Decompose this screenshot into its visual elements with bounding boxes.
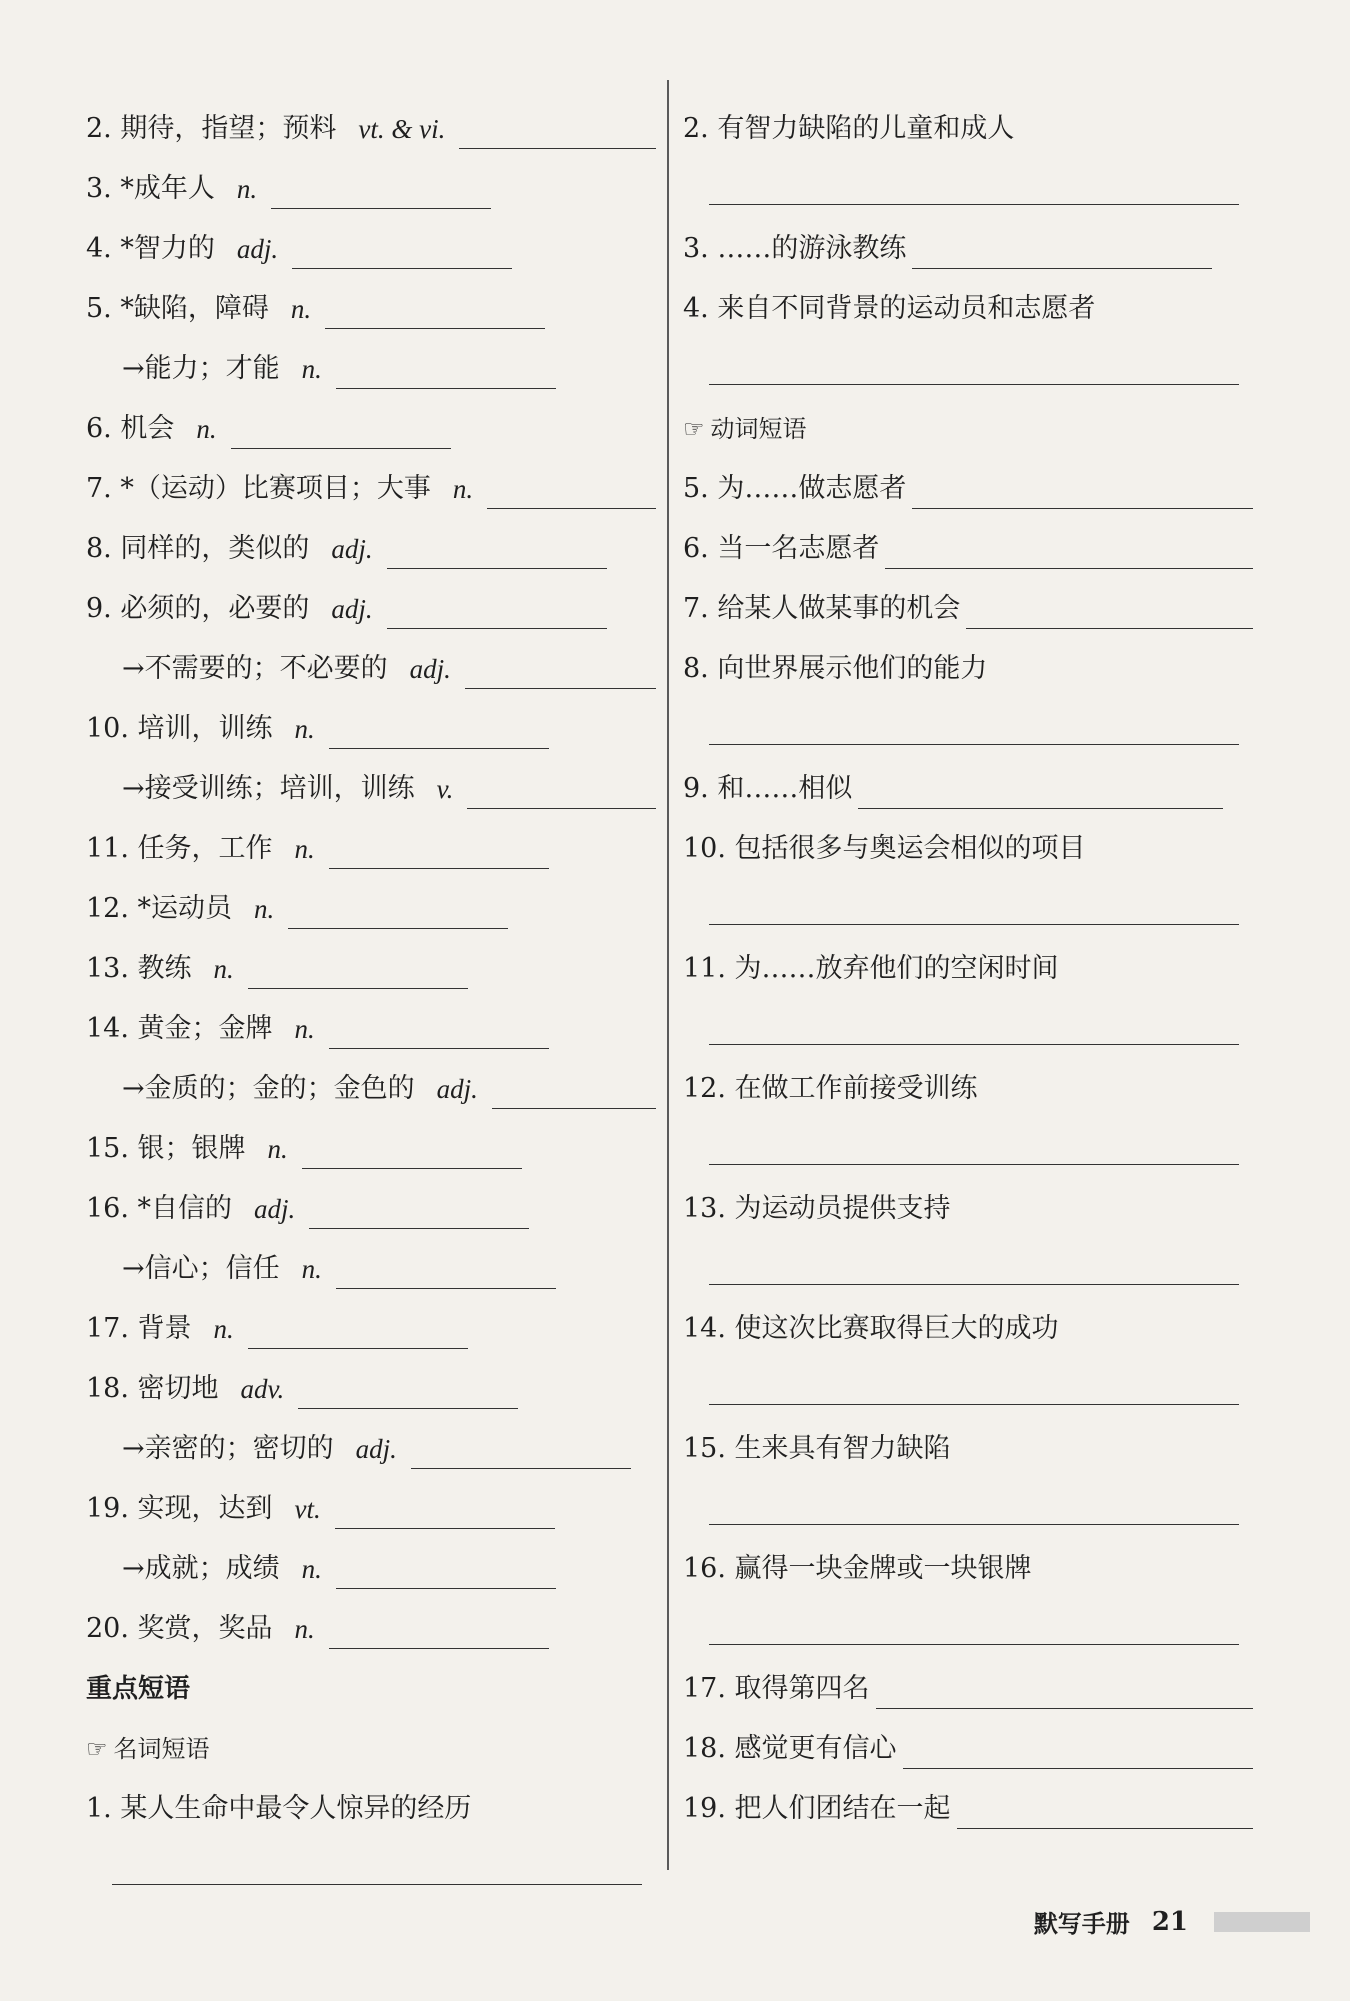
vocab-item	[86, 1475, 656, 1535]
phrase-item	[683, 755, 1253, 815]
answer-line	[683, 1595, 1253, 1655]
vocab-label: 10. 培训，训练	[86, 713, 273, 744]
subsection-title: 动词短语	[710, 415, 807, 443]
answer-line	[683, 1355, 1253, 1415]
phrase-label: 17. 取得第四名	[683, 1673, 870, 1704]
answer-blank[interactable]	[709, 1256, 1239, 1285]
vocab-label: 4. *智力的	[86, 233, 215, 264]
answer-blank[interactable]	[966, 600, 1253, 629]
vocab-item	[86, 995, 656, 1055]
answer-blank[interactable]	[492, 1080, 656, 1109]
phrase-label: 11. 为……放弃他们的空闲时间	[683, 953, 1059, 984]
answer-blank[interactable]	[298, 1380, 518, 1409]
part-of-speech: n.	[452, 474, 474, 504]
part-of-speech: adj.	[254, 1194, 296, 1224]
answer-blank[interactable]	[231, 420, 451, 449]
answer-blank[interactable]	[248, 960, 468, 989]
vocab-label: →不需要的；不必要的	[122, 653, 388, 684]
answer-line	[683, 335, 1253, 395]
phrase-label: 1. 某人生命中最令人惊异的经历	[86, 1793, 472, 1824]
phrase-item	[86, 1775, 656, 1835]
block-phrase-list	[683, 815, 1253, 1655]
vocab-label: →亲密的；密切的	[122, 1433, 334, 1464]
answer-blank[interactable]	[709, 1376, 1239, 1405]
answer-blank[interactable]	[329, 840, 549, 869]
vocab-label: 6. 机会	[86, 413, 175, 444]
phrase-label: 8. 向世界展示他们的能力	[683, 653, 988, 684]
phrase-label: 18. 感觉更有信心	[683, 1733, 897, 1764]
phrase-label: 3. ……的游泳教练	[683, 233, 907, 264]
answer-blank[interactable]	[302, 1140, 522, 1169]
answer-blank[interactable]	[112, 1856, 642, 1885]
vocab-label: →成就；成绩	[122, 1553, 280, 1584]
phrase-item	[683, 635, 1253, 695]
page-number: 21	[1151, 1906, 1188, 1937]
answer-blank[interactable]	[336, 360, 556, 389]
phrase-label: 16. 赢得一块金牌或一块银牌	[683, 1553, 1032, 1584]
answer-blank[interactable]	[335, 1500, 555, 1529]
answer-blank[interactable]	[709, 1016, 1239, 1045]
vocab-item	[86, 1595, 656, 1655]
answer-line	[86, 1835, 656, 1895]
vocab-label: →信心；信任	[122, 1253, 280, 1284]
answer-blank[interactable]	[387, 600, 607, 629]
phrase-item	[683, 1175, 1253, 1235]
part-of-speech: n.	[254, 894, 275, 924]
vocab-label: 16. *自信的	[86, 1193, 233, 1224]
phrase-item	[683, 1055, 1253, 1115]
answer-blank[interactable]	[885, 540, 1253, 569]
phrase-item	[683, 1415, 1253, 1475]
vocab-item	[86, 815, 656, 875]
vocab-item	[86, 875, 656, 935]
phrase-item	[683, 575, 1253, 635]
phrase-label: 14. 使这次比赛取得巨大的成功	[683, 1313, 1059, 1344]
vocab-item	[86, 155, 656, 215]
answer-blank[interactable]	[912, 480, 1253, 509]
part-of-speech: adj.	[236, 234, 279, 264]
vocab-item	[86, 1175, 656, 1235]
phrase-item	[683, 515, 1253, 575]
answer-blank[interactable]	[709, 1136, 1239, 1165]
answer-blank[interactable]	[487, 480, 656, 509]
phrase-item	[683, 935, 1253, 995]
vocabulary-list	[86, 95, 656, 1655]
phrase-label: 2. 有智力缺陷的儿童和成人	[683, 113, 1015, 144]
answer-blank[interactable]	[336, 1260, 556, 1289]
pointing-hand-icon: ☞	[683, 415, 705, 443]
part-of-speech: n.	[213, 1314, 234, 1344]
part-of-speech: adj.	[409, 654, 451, 684]
vocab-item	[86, 1535, 656, 1595]
answer-line	[683, 695, 1253, 755]
phrase-item	[683, 95, 1253, 155]
phrase-label: 4. 来自不同背景的运动员和志愿者	[683, 293, 1096, 324]
phrase-label: 12. 在做工作前接受训练	[683, 1073, 978, 1104]
vocab-item	[86, 635, 656, 695]
section-title: 重点短语	[86, 1674, 191, 1704]
phrase-item	[683, 1655, 1253, 1715]
answer-blank[interactable]	[709, 176, 1239, 205]
vocab-item	[86, 935, 656, 995]
vocab-item	[86, 515, 656, 575]
vocab-item	[86, 455, 656, 515]
phrase-label: 19. 把人们团结在一起	[683, 1793, 951, 1824]
left-column	[86, 95, 656, 1895]
vocab-item	[86, 1055, 656, 1115]
answer-blank[interactable]	[709, 1496, 1239, 1525]
noun-phrases-heading	[86, 1715, 656, 1775]
phrase-item	[683, 215, 1253, 275]
tail-phrase-list	[683, 1655, 1253, 1835]
inline-phrase-list	[683, 455, 1253, 635]
vocab-label: 9. 必须的，必要的	[86, 593, 310, 624]
answer-blank[interactable]	[903, 1740, 1253, 1769]
phrase-item	[683, 815, 1253, 875]
vocab-label: 17. 背景	[86, 1313, 192, 1344]
phrase-label: 6. 当一名志愿者	[683, 533, 880, 564]
page-footer	[1034, 1904, 1310, 1939]
book-title: 默写手册	[1033, 1910, 1130, 1938]
part-of-speech: n.	[301, 354, 322, 384]
pointing-hand-icon: ☞	[86, 1735, 108, 1763]
subsection-title: 名词短语	[113, 1735, 210, 1763]
vocab-item	[86, 1355, 656, 1415]
phrase-item	[683, 1295, 1253, 1355]
right-column	[683, 95, 1253, 1835]
vocab-label: 13. 教练	[86, 953, 192, 984]
vocab-label: 7. *（运动）比赛项目；大事	[86, 473, 431, 504]
answer-blank[interactable]	[465, 660, 656, 689]
answer-blank[interactable]	[709, 716, 1239, 745]
part-of-speech: vt. & vi.	[358, 114, 446, 144]
vocab-item	[86, 1235, 656, 1295]
phrase-item	[683, 1535, 1253, 1595]
part-of-speech: n.	[294, 834, 315, 864]
answer-blank[interactable]	[459, 120, 656, 149]
vocab-item	[86, 1115, 656, 1175]
answer-line	[683, 1115, 1253, 1175]
answer-blank[interactable]	[387, 540, 607, 569]
phrase-item	[683, 455, 1253, 515]
part-of-speech: adj.	[331, 594, 373, 624]
part-of-speech: n.	[213, 954, 234, 984]
vocab-item	[86, 1295, 656, 1355]
phrase-item	[683, 1715, 1253, 1775]
answer-blank[interactable]	[709, 896, 1239, 925]
answer-blank[interactable]	[288, 900, 508, 929]
vocab-label: 5. *缺陷，障碍	[86, 293, 269, 324]
part-of-speech: n.	[290, 294, 312, 324]
answer-blank[interactable]	[876, 1680, 1253, 1709]
phrase-item	[683, 275, 1253, 335]
part-of-speech: v.	[436, 774, 454, 804]
vocab-label: 11. 任务，工作	[86, 833, 273, 864]
answer-blank[interactable]	[329, 1020, 549, 1049]
vocab-label: 14. 黄金；金牌	[86, 1013, 273, 1044]
verb-phrases-heading	[683, 395, 1253, 455]
vocab-item	[86, 575, 656, 635]
phrase-label: 9. 和……相似	[683, 773, 853, 804]
vocab-label: →能力；才能	[122, 353, 280, 384]
answer-blank[interactable]	[329, 720, 549, 749]
answer-blank[interactable]	[709, 356, 1239, 385]
part-of-speech: n.	[267, 1134, 288, 1164]
part-of-speech: adj.	[436, 1074, 478, 1104]
answer-blank[interactable]	[912, 240, 1212, 269]
answer-blank[interactable]	[309, 1200, 529, 1229]
answer-blank[interactable]	[957, 1800, 1253, 1829]
part-of-speech: n.	[196, 414, 217, 444]
vocab-label: 18. 密切地	[86, 1373, 219, 1404]
part-of-speech: vt.	[294, 1494, 321, 1524]
part-of-speech: adj.	[355, 1434, 397, 1464]
answer-blank[interactable]	[336, 1560, 556, 1589]
vocab-item	[86, 95, 656, 155]
vocab-item	[86, 695, 656, 755]
answer-blank[interactable]	[467, 780, 656, 809]
answer-blank[interactable]	[709, 1616, 1239, 1645]
vocab-item	[86, 335, 656, 395]
phrase-label: 10. 包括很多与奥运会相似的项目	[683, 833, 1086, 864]
vocab-label: 15. 银；银牌	[86, 1133, 246, 1164]
vocab-label: 8. 同样的，类似的	[86, 533, 310, 564]
vocab-item	[86, 1415, 656, 1475]
part-of-speech: n.	[294, 714, 315, 744]
vocab-label: →金质的；金的；金色的	[122, 1073, 415, 1104]
column-divider	[667, 80, 669, 1870]
answer-blank[interactable]	[248, 1320, 468, 1349]
answer-line	[683, 1235, 1253, 1295]
answer-blank[interactable]	[858, 780, 1223, 809]
key-phrases-heading	[86, 1655, 656, 1715]
phrase-label: 7. 给某人做某事的机会	[683, 593, 961, 624]
answer-blank[interactable]	[271, 180, 491, 209]
part-of-speech: n.	[294, 1614, 315, 1644]
part-of-speech: n.	[294, 1014, 315, 1044]
vocab-label: →接受训练；培训，训练	[122, 773, 415, 804]
vocab-label: 20. 奖赏，奖品	[86, 1613, 273, 1644]
answer-blank[interactable]	[325, 300, 545, 329]
answer-blank[interactable]	[329, 1620, 549, 1649]
phrase-label: 5. 为……做志愿者	[683, 473, 907, 504]
phrase-item	[683, 1775, 1253, 1835]
part-of-speech: adj.	[331, 534, 373, 564]
answer-line	[683, 875, 1253, 935]
vocab-item	[86, 275, 656, 335]
part-of-speech: n.	[301, 1554, 322, 1584]
phrase-label: 13. 为运动员提供支持	[683, 1193, 951, 1224]
vocab-label: 3. *成年人	[86, 173, 215, 204]
part-of-speech: n.	[236, 174, 258, 204]
answer-blank[interactable]	[411, 1440, 631, 1469]
part-of-speech: adv.	[240, 1374, 285, 1404]
answer-blank[interactable]	[292, 240, 512, 269]
vocab-item	[86, 395, 656, 455]
answer-line	[683, 995, 1253, 1055]
vocab-item	[86, 215, 656, 275]
answer-line	[683, 155, 1253, 215]
answer-line	[683, 1475, 1253, 1535]
vocab-item	[86, 755, 656, 815]
vocab-label: 12. *运动员	[86, 893, 233, 924]
vocab-label: 2. 期待，指望；预料	[86, 113, 337, 144]
footer-bar	[1214, 1912, 1310, 1932]
phrase-label: 15. 生来具有智力缺陷	[683, 1433, 951, 1464]
part-of-speech: n.	[301, 1254, 322, 1284]
vocab-label: 19. 实现，达到	[86, 1493, 273, 1524]
